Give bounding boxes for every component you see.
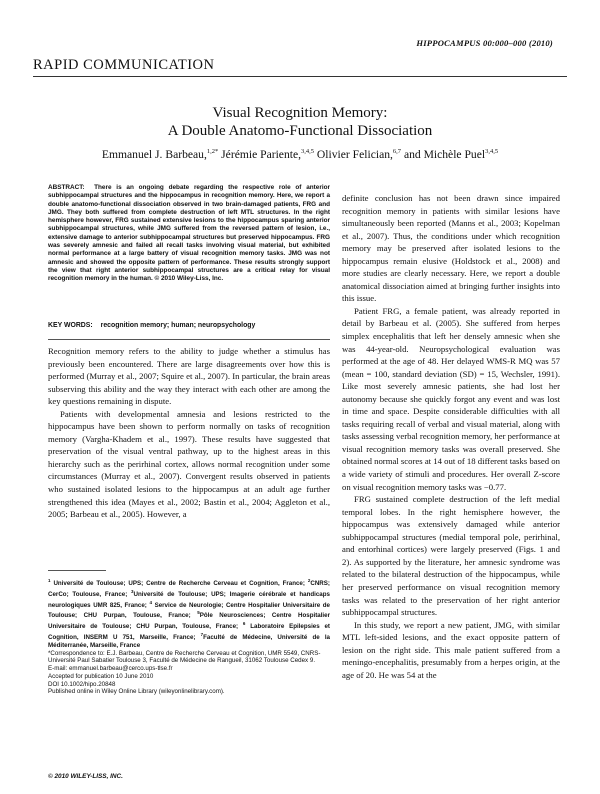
body-paragraph: Patients with developmental amnesia and lesions restricted to the hippocampus have been shown to perform normally on tasks of recognition memory (Vargha-Khadem et al., 1997). These results have suggested that preservation of the visual ventral pathway, up to the highest areas in this hierarchy such as the perirhinal cortex, allows normal recognition under some circumstances (Murray et al., 2007). Convergent results observed in patients who sustained isolated lesions to the hippocampus at an adult age further strengthened this idea (Mayes et al., 2002; Bastin et al., 2004; Aggleton et al., 2005; Barbeau et al., 2005). However, a	[48, 408, 330, 520]
affiliation-3: Université de Toulouse; UPS; Imagerie cérébrale et handicaps neurologiques UMR 825, France;	[48, 590, 330, 609]
affiliation-2: CNRS; CerCo; Toulouse, France;	[48, 580, 330, 598]
body-left-column	[48, 345, 330, 521]
header-rule	[33, 76, 567, 77]
title-line-2: A Double Anatomo-Functional Dissociation	[167, 123, 433, 139]
author-affiliation: 1,2*	[206, 148, 219, 156]
accepted-date: Accepted for publication 10 June 2010	[48, 672, 154, 680]
author-affiliation: 3,4,5	[301, 148, 315, 156]
author-name: Emmanuel J. Barbeau,	[101, 148, 207, 161]
doi: DOI 10.1002/hipo.20848	[48, 680, 116, 688]
abstract	[48, 184, 330, 284]
footnote-rule	[48, 570, 106, 571]
correspondence: *Correspondence to: E.J. Barbeau, Centre de Recherche Cerveau et Cognition, UMR 5549, CNRS-Université Paul Sabatier Toulouse 3, Faculté de Médecine de Rangueil, 31062 Toulouse Cedex 9.	[48, 649, 321, 665]
affiliation-1: Université de Toulouse; UPS; Centre de Recherche Cerveau et Cognition, France;	[53, 580, 305, 588]
email-address[interactable]: E-mail: emmanuel.barbeau@cerco.ups-tlse.fr	[48, 665, 173, 673]
published-online: Published online in Wiley Online Library (wileyonlinelibrary.com).	[48, 688, 225, 696]
abstract-label: ABSTRACT:	[48, 184, 85, 191]
abstract-text: There is an ongoing debate regarding the respective role of anterior subhippocampal structures and the hippocampus in recognition memory. Here, we report a double anatomo-functional dissociation observed in two brain-damaged patients, FRG and JMG. They both suffered from complete destruction of left MTL structures. In the right hemisphere however, FRG sustained extensive lesions to the hippocampus sparing anterior subhippocampal structures, while JMG suffered from the reversed pattern of lesion, i.e., extensive damage to anterior subhippocampal structures but preserved hippocampus. FRG was severely amnesic and failed all recall tasks involving visual material, but exhibited normal performance at a large battery of visual recognition memory tasks. JMG was not amnesic and showed the opposite pattern of performance. These results strongly support the view that right anterior subhippocampal structures are a critical relay for visual recognition memory in the human. © 2010 Wiley-Liss, Inc.	[48, 184, 330, 283]
footnote	[48, 577, 330, 696]
article-title	[0, 104, 600, 140]
keywords-label: KEY WORDS:	[48, 322, 93, 329]
body-paragraph: definite conclusion has not been drawn since impaired recognition memory in patients with similar lesions have simultaneously been reported (Manns et al., 2003; Kopelman et al., 2007). Thus, the conditions under which recognition memory may be preserved after isolated lesions to the hippocampus remain elusive (Holdstock et al., 2008) and more studies are clearly necessary. Here, we report a double anatomical dissociation aimed at bringing further insights into this issue.	[342, 193, 560, 304]
affiliation-5: Pôle Neurosciences; Centre Hospitalier Universitaire de Toulouse; CHU Purpan, Toulouse, France;	[48, 612, 330, 631]
body-paragraph: Patient FRG, a female patient, was already reported in detail by Barbeau et al. (2005). She suffered from herpes simplex encephalitis that left her densely amnesic when she was 44-year-old. Neuropsychological evaluation was performed at the age of 48. Her delayed WMS-R MQ was 57 (mean = 100, standard deviation (SD) = 15, Wechsler, 1991). Like most severely amnesic patients, she had lost her autonomy because she quickly forgot any event and was lost in time and space. Despite considerable difficulties with all tasks requiring recall of verbal and visual material, along with tasks assessing verbal recognition memory, her performance at visual recognition memory tasks was overall preserved. She obtained normal scores at 14 out of 18 different tasks based on a wide variety of stimuli and procedures. Her overall Z-score on visual recognition memory tasks was −0.77.	[342, 305, 560, 492]
author-name: Jérémie Pariente,	[221, 148, 302, 161]
author-affiliation: 6,7	[392, 148, 402, 156]
author-list	[0, 148, 600, 161]
keywords-rule	[48, 339, 330, 340]
journal-header: HIPPOCAMPUS 00:000–000 (2010)	[416, 38, 553, 48]
author-name: and Michèle Puel	[403, 148, 486, 161]
affiliation-7: Faculté de Médecine, Université de la Méditerranée, Marseille, France	[48, 634, 330, 649]
section-heading: RAPID COMMUNICATION	[33, 57, 215, 73]
author-affiliation: 3,4,5	[485, 148, 499, 156]
title-line-1: Visual Recognition Memory:	[212, 105, 388, 121]
body-right-column	[342, 192, 560, 681]
keywords-values: recognition memory; human; neuropsychology	[100, 322, 256, 329]
affiliation-6: Laboratoire Epilepsies et Cognition, INSERM U 751, Marseille, France;	[48, 623, 330, 642]
body-paragraph: Recognition memory refers to the ability to judge whether a stimulus has previously been encountered. There are large disagreements over how this is performed (Murray et al., 2007; Squire et al., 2007). In particular, the brain areas subserving this ability and the way they interact with each other are among the key questions remaining in dispute.	[48, 346, 330, 407]
author-name: Olivier Felician,	[316, 148, 393, 161]
body-paragraph: In this study, we report a new patient, JMG, with similar MTL left-sided lesions, and the exact opposite pattern of lesion on the right side. This male patient suffered from a meningo-encephalitis, presumably from a herpes origin, at the age of 20. He was 54 at the	[342, 619, 560, 680]
keywords	[48, 322, 330, 329]
copyright-notice: © 2010 WILEY-LISS, INC.	[48, 773, 123, 780]
affiliations: $^1$ Université de Toulouse; UPS; Centre de Recherche Cerveau et Cognition, France; $^2$CNRS; CerCo; Toulouse, France; $^3$Université de Toulouse; UPS; Imagerie cérébrale et handicaps neurologiques UMR 825, France; $^4$ Service de Neurologie; Centre Hospitalier Universitaire de Toulouse; CHU Purpan, Toulouse, France; $^5$Pôle Neurosciences; Centre Hospitalier Universitaire de Toulouse; CHU Purpan, Toulouse, France; $^6$ Laboratoire Epilepsies et Cognition, INSERM U 751, Marseille, France; $^7$Faculté de Médecine, Université de la Méditerranée, Marseille, France	[48, 578, 330, 649]
body-paragraph: FRG sustained complete destruction of the left medial temporal lobes. In the right hemisphere however, the hippocampus was extensively damaged while anterior subhippocampal structures (medial temporal pole, perirhinal, and entorhinal cortices) were largely preserved (Figs. 1 and 2). As supported by the literature, her amnesic syndrome was related to the bilateral destruction of the hippocampus, while her preserved performance on visual recognition memory tasks was related to the preservation of her right anterior subhippocampal structures.	[342, 494, 560, 618]
affiliation-4: Service de Neurologie; Centre Hospitalier Universitaire de Toulouse; CHU Purpan, Toulouse, France;	[48, 601, 330, 620]
